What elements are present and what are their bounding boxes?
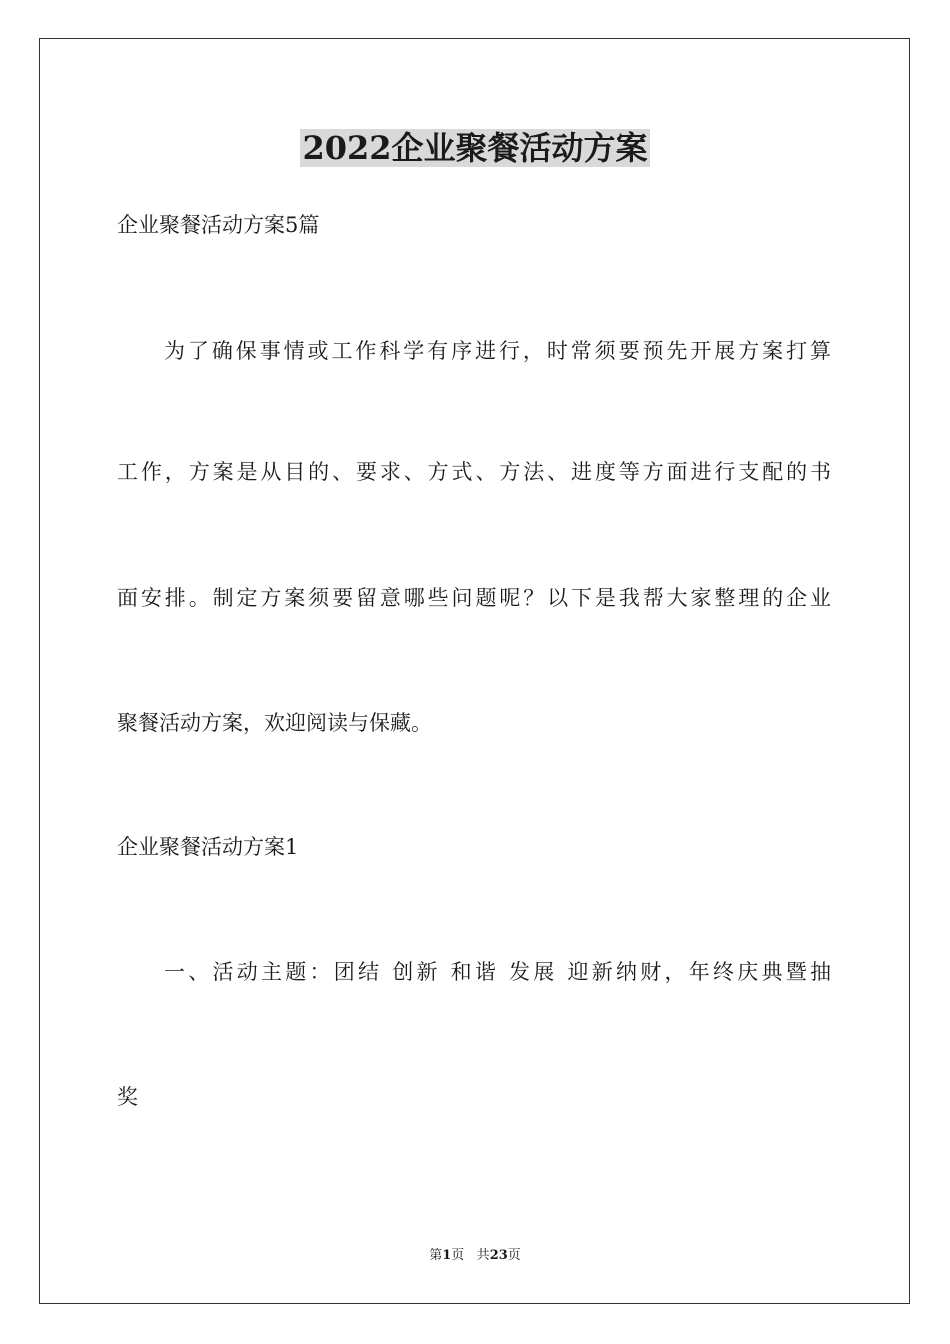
theme-line-2: 奖 — [117, 1085, 138, 1109]
document-title — [0, 128, 950, 168]
footer-total-prefix: 共 — [476, 1248, 490, 1263]
document-title-text: 2022企业聚餐活动方案 — [302, 129, 648, 167]
footer-total-pages: 23 — [489, 1248, 508, 1263]
section-heading: 企业聚餐活动方案1 — [117, 835, 299, 859]
theme-line-1: 一、活动主题：团结 创新 和谐 发展 迎新纳财，年终庆典暨抽 — [164, 960, 831, 984]
footer-page-prefix: 第 — [429, 1248, 443, 1263]
footer-total-suffix: 页 — [507, 1248, 521, 1263]
footer-page-number: 1 — [442, 1248, 452, 1263]
document-subtitle: 企业聚餐活动方案5篇 — [117, 213, 320, 237]
footer-page-suffix: 页 — [451, 1248, 465, 1263]
page-footer — [0, 1247, 950, 1265]
intro-line-3: 面安排。制定方案须要留意哪些问题呢？以下是我帮大家整理的企业 — [117, 586, 831, 610]
intro-line-4: 聚餐活动方案，欢迎阅读与保藏。 — [117, 711, 432, 735]
intro-line-1: 为了确保事情或工作科学有序进行，时常须要预先开展方案打算 — [164, 339, 831, 363]
intro-line-2: 工作，方案是从目的、要求、方式、方法、进度等方面进行支配的书 — [117, 460, 831, 484]
